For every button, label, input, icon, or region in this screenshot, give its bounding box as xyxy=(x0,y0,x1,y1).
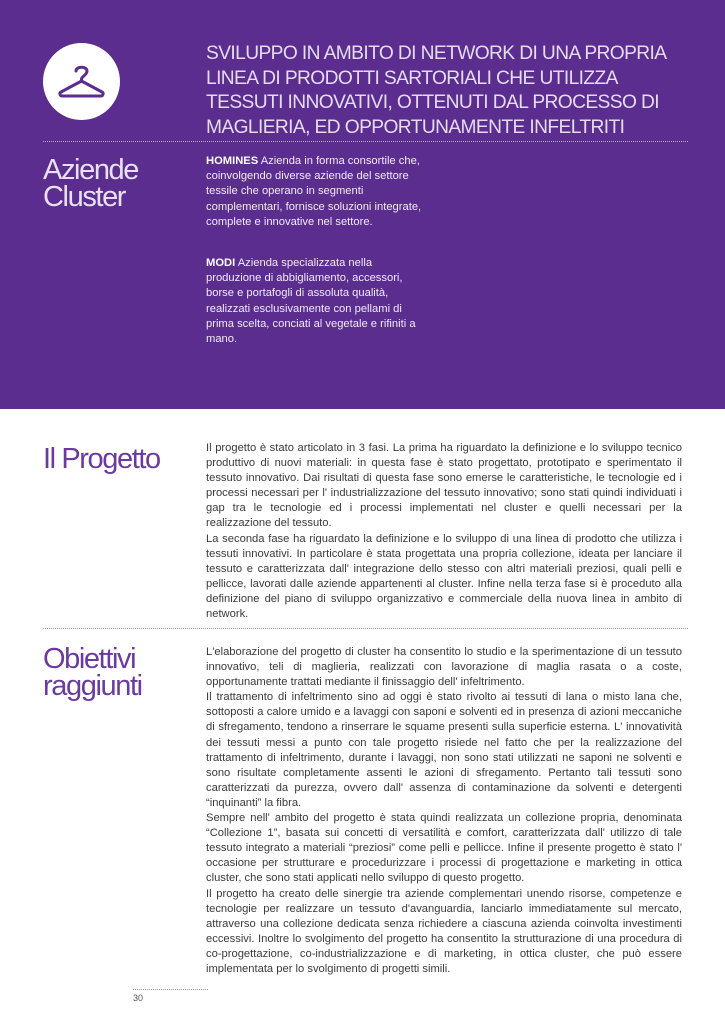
homines-name: HOMINES xyxy=(206,155,259,167)
progetto-body xyxy=(206,441,682,622)
progetto-paragraph: La seconda fase ha riguardato la definizione e lo sviluppo di una linea di prodotto che utilizza i tessuti innovativi. In particolare è stata progettata una propria collezione, ideata per lanciare il tessuto e caratterizzata dall' integrazione dello stesso con altri materiali preziosi, quali pelli e pellicce, lavorati dalle aziende appartenenti al cluster. Infine nella terza fase si è proceduto alla definizione del piano di sviluppo organizzativo e commerciale della nuova linea in ambito di network. xyxy=(206,532,682,621)
obiettivi-paragraph: Il progetto ha creato delle sinergie tra aziende complementari unendo risorse, competenze e tecnologie per realizzare un tessuto d'avanguardia, lanciarlo immediatamente sul mercato, attraverso una collezione dedicata senza richiedere a ciascuna azienda coinvolta investimenti eccessivi. Inoltre lo svolgimento del progetto ha consentito la strutturazione di una procedura di co-progettazione, co-industrializzazione e di marketing, in ottica cluster, che può essere implementata per lo svolgimento di progetti simili. xyxy=(206,887,682,975)
modi-name: MODI xyxy=(206,257,236,269)
progetto-title: Il Progetto xyxy=(43,443,160,475)
modi-text: Azienda specializzata nella produzione di abbigliamento, accessori, borse e portafogli di assoluta qualità, realizzati esclusivamente con pellami di prima scelta, conciati al vegetale e rifiniti a mano. xyxy=(206,257,416,346)
homines-text: Azienda in forma consortile che, coinvolgendo diverse aziende del settore tessile che operano in segmenti complementari, fornisce soluzioni integrate, complete e innovative nel settore. xyxy=(206,155,422,228)
obiettivi-paragraph: Il trattamento di infeltrimento sino ad oggi è stato rivolto ai tessuti di lana o misto lana che, sottoposti a calore umido e a lavaggi con saponi e solventi ed in presenza di azioni meccaniche di sfregamento, tendono a rinserrare le squame presenti sulla superficie esterna. L' innovatività dei tessuti messi a punto con tale progetto risiede nel fatto che per la realizzazione del trattamento di infeltrimento, durante i lavaggi, non sono stati utilizzati ne saponi ne solventi e sono risultate completamente assenti le azioni di sfregamento. Pertanto tali tessuti sono caratterizzati da purezza, ovvero dall' assenza di contaminazione da solventi e detergenti “inquinanti” la fibra. xyxy=(206,691,682,809)
hanger-icon-badge xyxy=(43,43,120,120)
progetto-paragraph: Il progetto è stato articolato in 3 fasi. La prima ha riguardato la definizione e lo sviluppo tecnico produttivo di nuovi materiali: in questa fase è stato progettato, prototipato e sperimentato il tessuto innovativo. Dai risultati di questa fase sono emerse le caratteristiche, le tecnologie ed i processi necessari per l' industrializzazione del tessuto innovativo; sono stati quindi individuati i gap tra le tecnologie ed i processi implementati nel cluster e quelli necessari per la realizzazione del tessuto. xyxy=(206,442,682,530)
obiettivi-title: Obiettivi raggiunti xyxy=(43,643,142,702)
obiettivi-paragraph: Sempre nell' ambito del progetto è stata quindi realizzata un collezione propria, denominata “Collezione 1”, basata sui concetti di versatilità e comfort, caratterizzata dall' utilizzo di tale tessuto integrato a materiali “preziosi” come pelli e pellicce. Infine il presente progetto è stato l' occasione per strutturare e procedurizzare i processi di progettazione e marketing in ottica cluster, che sono stati applicati nello sviluppo di questo progetto. xyxy=(206,812,682,885)
obiettivi-paragraph: L'elaborazione del progetto di cluster ha consentito lo studio e la sperimentazione di un tessuto innovativo, teli di maglieria, realizzati con lavorazione di maglia rasata o a coste, opportunamente trattati mediante il finissaggio dell' infeltrimento. xyxy=(206,646,682,689)
modi-description xyxy=(206,256,422,347)
aziende-cluster-title: Aziende Cluster xyxy=(43,154,138,213)
section-divider xyxy=(43,628,688,629)
obiettivi-body xyxy=(206,645,682,977)
page-headline: SVILUPPO IN AMBITO DI NETWORK DI UNA PROPRIA LINEA DI PRODOTTI SARTORIALI CHE UTILIZZA TESSUTI INNOVATIVI, OTTENUTI DAL PROCESSO DI MAGLIERIA, ED OPPORTUNAMENTE INFELTRITI xyxy=(206,43,666,138)
header-divider xyxy=(43,141,688,142)
page-number: 30 xyxy=(133,993,144,1003)
footer-divider xyxy=(133,989,208,990)
hanger-icon xyxy=(43,43,120,120)
homines-description xyxy=(206,154,422,230)
